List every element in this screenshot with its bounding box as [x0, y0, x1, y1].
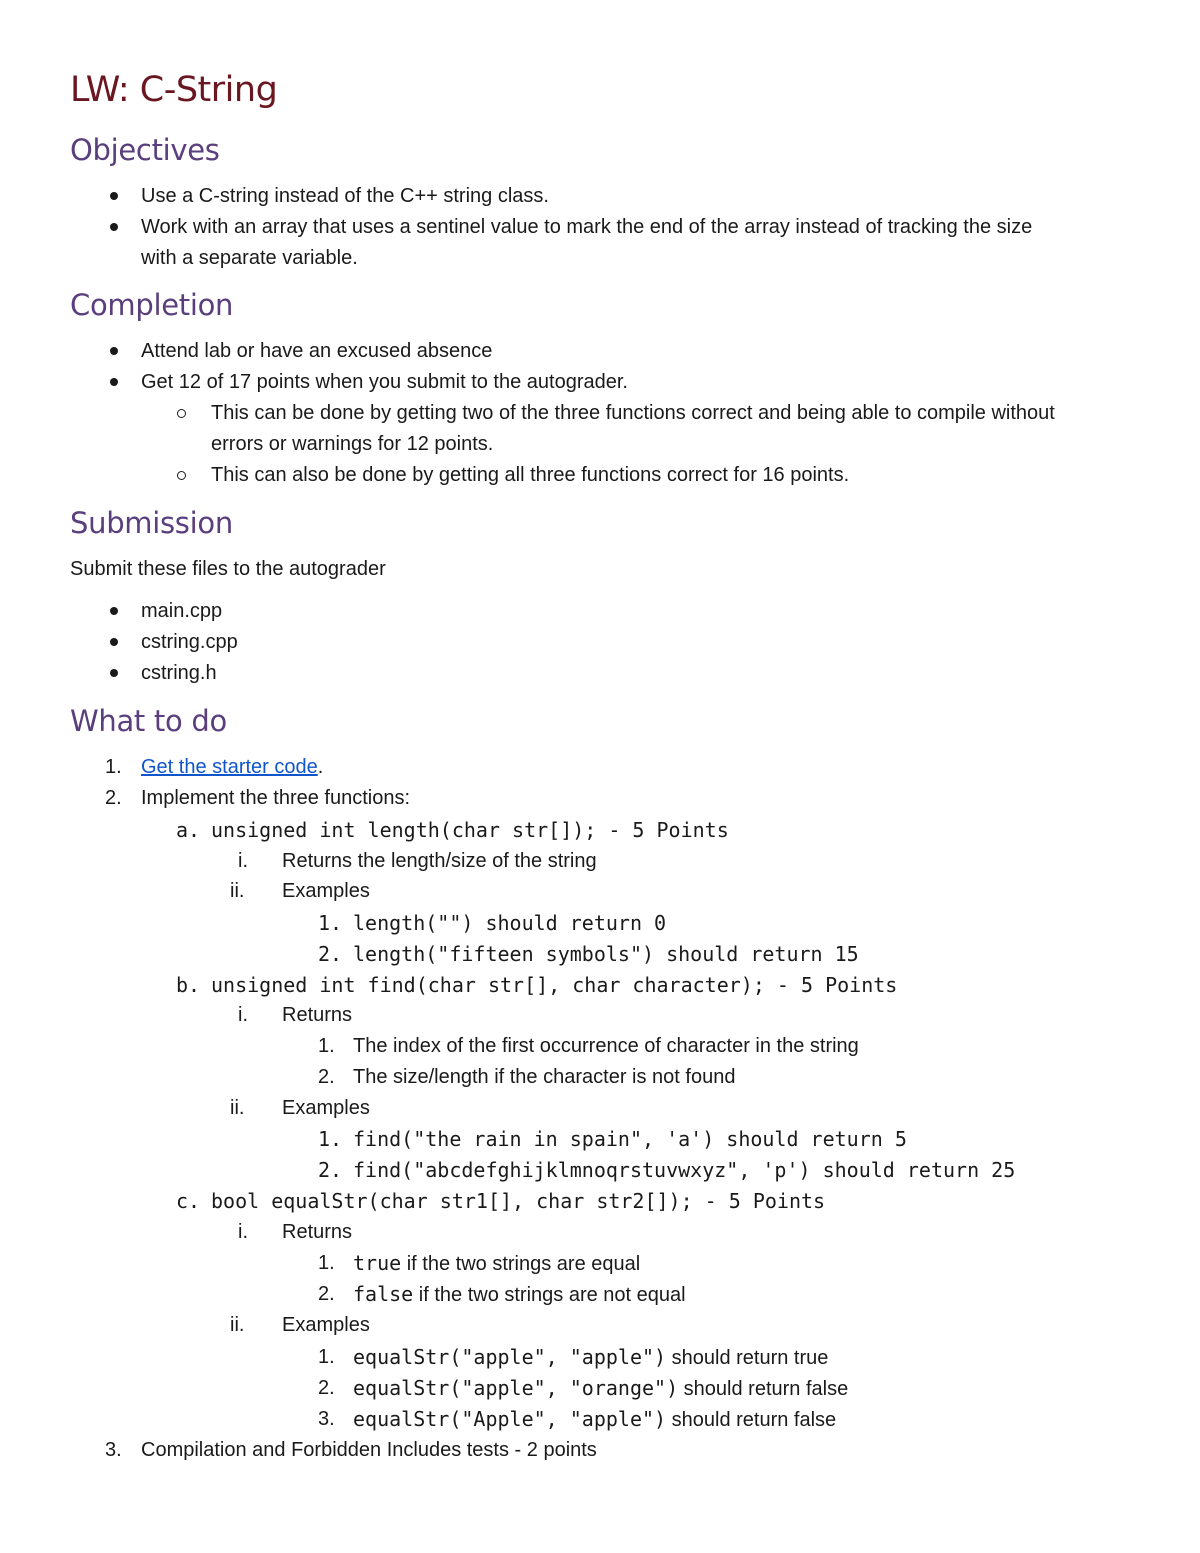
function-a-signature: unsigned int length(char str[]); - 5 Points: [211, 818, 729, 842]
bullet-icon: [110, 347, 118, 355]
bullet-icon: [110, 378, 118, 386]
function-b-return-item: The size/length if the character is not found: [353, 1066, 736, 1088]
list-marker: 1.: [318, 1127, 343, 1151]
bullet-icon: [110, 223, 118, 231]
function-c-example: [353, 1343, 828, 1372]
page-title: LW: C-String: [70, 70, 278, 110]
list-marker: 1.: [318, 1035, 335, 1057]
bullet-icon: [110, 669, 118, 677]
list-marker: 1.: [318, 1252, 335, 1274]
function-a-returns: Returns the length/size of the string: [282, 850, 597, 872]
function-b-return-item: The index of the first occurrence of character in the string: [353, 1035, 859, 1057]
completion-item: Get 12 of 17 points when you submit to the autograder.: [141, 371, 628, 393]
example-text: should return true: [666, 1347, 829, 1369]
list-marker: ii.: [230, 1314, 245, 1336]
list-marker: a.: [176, 818, 201, 842]
function-b-returns-label: Returns: [282, 1004, 353, 1026]
function-c-examples-label: Examples: [282, 1314, 370, 1336]
function-b-signature: unsigned int find(char str[], char character); - 5 Points: [211, 973, 898, 997]
list-marker: 2.: [318, 1158, 343, 1182]
completion-subitem-continued: errors or warnings for 12 points.: [211, 433, 494, 455]
function-c-return-item: [353, 1249, 640, 1278]
function-b-example: find("the rain in spain", 'a') should return 5: [353, 1127, 907, 1151]
list-marker: 3.: [105, 1439, 122, 1461]
step-2: Implement the three functions:: [141, 787, 411, 809]
list-marker: 3.: [318, 1408, 335, 1430]
list-marker: ii.: [230, 880, 245, 902]
function-c-return-item: [353, 1280, 686, 1309]
example-code: equalStr("Apple", "apple"): [353, 1407, 667, 1431]
function-c-example: [353, 1374, 848, 1403]
example-code: equalStr("apple", "orange"): [353, 1376, 679, 1400]
list-marker: 2.: [318, 1377, 335, 1399]
hollow-bullet-icon: [177, 409, 186, 418]
list-marker: 2.: [318, 1066, 335, 1088]
list-marker: 2.: [318, 1283, 335, 1305]
list-marker: 2.: [318, 942, 343, 966]
return-text: if the two strings are not equal: [413, 1284, 686, 1306]
function-a-example: length("") should return 0: [353, 911, 667, 935]
bullet-icon: [110, 607, 118, 615]
list-marker: 1.: [105, 756, 122, 778]
list-marker: ii.: [230, 1097, 245, 1119]
code-true: true: [353, 1251, 402, 1275]
code-false: false: [353, 1282, 414, 1306]
list-marker: i.: [238, 850, 248, 872]
return-text: if the two strings are equal: [401, 1253, 641, 1275]
submission-heading: Submission: [70, 506, 233, 540]
step-3: Compilation and Forbidden Includes tests - 2 points: [141, 1439, 597, 1461]
hollow-bullet-icon: [177, 471, 186, 480]
objective-item-continued: with a separate variable.: [141, 247, 358, 269]
submission-intro: Submit these files to the autograder: [70, 558, 386, 580]
list-marker: 2.: [105, 787, 122, 809]
example-text: should return false: [666, 1409, 837, 1431]
file-item: cstring.h: [141, 662, 217, 684]
list-marker: c.: [176, 1189, 201, 1213]
function-a-example: length("fifteen symbols") should return 15: [353, 942, 859, 966]
function-b-example: find("abcdefghijklmnoqrstuvwxyz", 'p') should return 25: [353, 1158, 1016, 1182]
starter-code-link[interactable]: Get the starter code: [141, 756, 318, 778]
link-suffix: .: [317, 756, 324, 778]
completion-subitem: This can be done by getting two of the three functions correct and being able to compile without: [211, 402, 1055, 424]
example-code: equalStr("apple", "apple"): [353, 1345, 667, 1369]
list-marker: 1.: [318, 911, 343, 935]
completion-subitem: This can also be done by getting all three functions correct for 16 points.: [211, 464, 850, 486]
list-marker: i.: [238, 1221, 248, 1243]
file-item: main.cpp: [141, 600, 223, 622]
function-c-example: [353, 1405, 836, 1434]
objectives-heading: Objectives: [70, 133, 220, 167]
function-c-signature: bool equalStr(char str1[], char str2[]); - 5 Points: [211, 1189, 826, 1213]
example-text: should return false: [678, 1378, 849, 1400]
what-to-do-heading: What to do: [70, 704, 227, 738]
completion-heading: Completion: [70, 288, 234, 322]
step-1: [141, 753, 323, 781]
list-marker: i.: [238, 1004, 248, 1026]
completion-item: Attend lab or have an excused absence: [141, 340, 493, 362]
bullet-icon: [110, 192, 118, 200]
function-a-examples-label: Examples: [282, 880, 370, 902]
function-c-returns-label: Returns: [282, 1221, 353, 1243]
bullet-icon: [110, 638, 118, 646]
list-marker: b.: [176, 973, 201, 997]
function-b-examples-label: Examples: [282, 1097, 370, 1119]
objective-item: Use a C-string instead of the C++ string class.: [141, 185, 549, 207]
objective-item: Work with an array that uses a sentinel value to mark the end of the array instead of tracking the size: [141, 216, 1033, 238]
list-marker: 1.: [318, 1346, 335, 1368]
file-item: cstring.cpp: [141, 631, 238, 653]
